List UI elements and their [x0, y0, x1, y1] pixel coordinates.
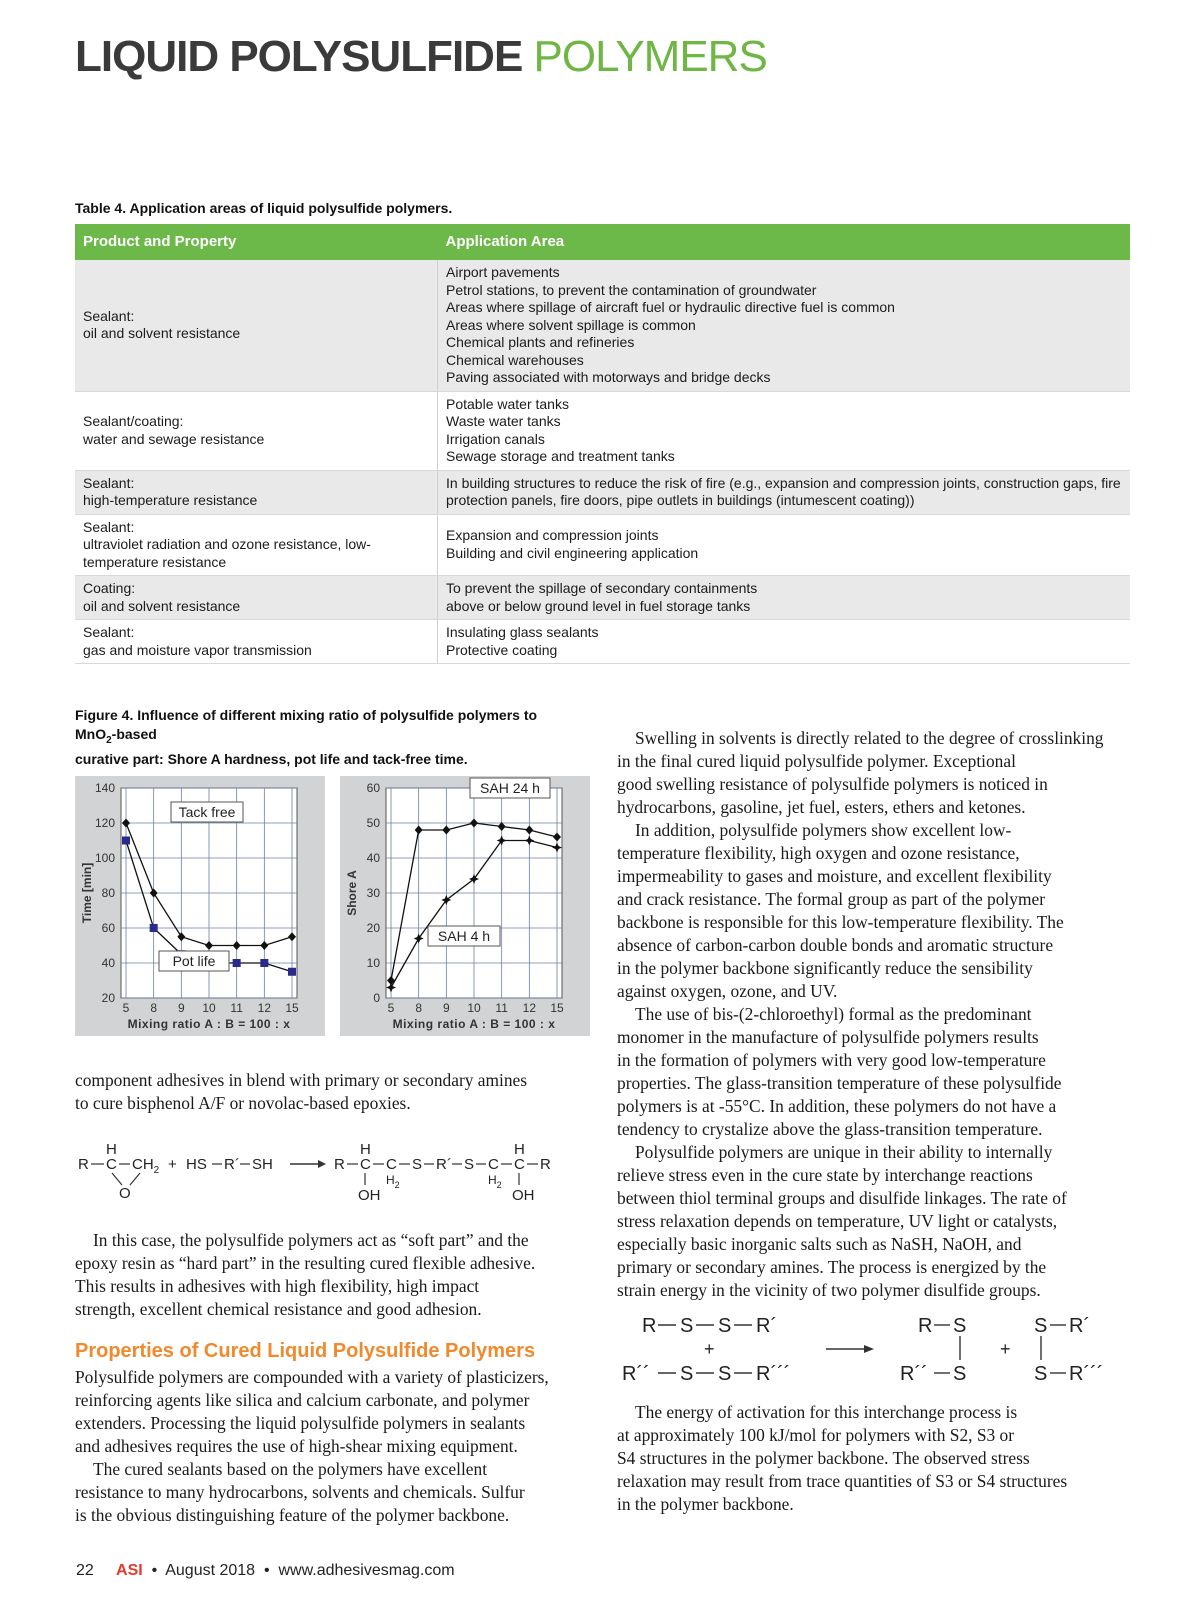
- area-line: Potable water tanks: [446, 395, 569, 412]
- page-footer: [76, 1562, 455, 1580]
- text-line: properties. The glass-transition temperature of these polysulfide: [617, 1073, 1062, 1093]
- area-line: Chemical plants and refineries: [446, 334, 635, 350]
- area-line: Building and civil engineering application: [446, 544, 699, 561]
- product-line: gas and moisture vapor transmission: [83, 641, 312, 658]
- x-tick-label: 12: [522, 1001, 537, 1015]
- footer-bullet-2: •: [263, 1562, 270, 1579]
- y-tick-label: 50: [366, 816, 380, 830]
- text-line: polymers is at -55°C. In addition, these polymers do not have a: [617, 1096, 1057, 1116]
- footer-brand: ASI: [116, 1562, 143, 1579]
- table-cell-product: [75, 260, 438, 391]
- area-line: Irrigation canals: [446, 430, 545, 447]
- text-line: hydrocarbons, gasoline, jet fuel, esters, ethers and ketones.: [617, 797, 1026, 817]
- eq1-C2: C: [360, 1156, 371, 1173]
- data-point-square: [150, 924, 158, 932]
- text-line: tendency to crystalize above the glass-transition temperature.: [617, 1119, 1043, 1139]
- figure-caption-subscript: 2: [106, 734, 112, 746]
- text-line: resistance to many hydrocarbons, solvents and chemicals. Sulfur: [75, 1482, 525, 1502]
- chart-shore: [340, 776, 590, 1036]
- x-tick-label: 8: [150, 1001, 158, 1015]
- text-line: in the formation of polymers with very good low-temperature: [617, 1050, 1046, 1070]
- figure-caption-part3: curative part: Shore A hardness, pot life and tack-free time.: [75, 750, 468, 767]
- header-title-bold: LIQUID POLYSULFIDE: [75, 32, 523, 81]
- eq1-O: O: [119, 1185, 131, 1202]
- text-line: Polysulfide polymers are compounded with a variety of plasticizers,: [75, 1367, 549, 1387]
- text-line: and adhesives requires the use of high-shear mixing equipment.: [75, 1436, 518, 1456]
- eq1-CH2: $CH_2$: [132, 1156, 160, 1176]
- y-tick-label: 20: [366, 921, 380, 935]
- eq2-S-prod-bottom: S: [953, 1363, 967, 1385]
- x-tick-label: 11: [495, 1001, 508, 1015]
- reaction-equation-disulfide: [620, 1308, 1140, 1388]
- footer-website: www.adhesivesmag.com: [278, 1562, 455, 1579]
- table-cell-area: [438, 470, 1131, 514]
- left-para-2: [75, 1229, 595, 1321]
- left-para-4: [75, 1458, 595, 1527]
- eq1-C4: C: [488, 1156, 499, 1173]
- text-line: In this case, the polysulfide polymers act as “soft part” and the: [93, 1230, 529, 1250]
- eq1-Rprime: R´: [224, 1156, 240, 1173]
- footer-date: August 2018: [165, 1562, 256, 1579]
- y-tick-label: 0: [373, 991, 380, 1005]
- text-line: Swelling in solvents is directly related to the degree of crosslinking: [635, 728, 1104, 748]
- text-line: in the polymer backbone.: [617, 1494, 794, 1514]
- series-label-box: [470, 778, 550, 798]
- product-line: temperature resistance: [83, 553, 227, 570]
- area-line: Protective coating: [446, 641, 558, 658]
- series-label-box: [159, 951, 229, 971]
- x-tick-label: 8: [415, 1001, 423, 1015]
- eq2-S-prod-top: S: [953, 1315, 967, 1337]
- text-line: The use of bis-(2-chloroethyl) formal as the predominant: [635, 1004, 1032, 1024]
- series-label: Pot life: [172, 953, 216, 969]
- figure-caption-part2: -based: [111, 726, 157, 742]
- text-line: The energy of activation for this interchange process is: [635, 1402, 1018, 1422]
- eq2-Rpp-bottom: R´´: [622, 1363, 650, 1385]
- table-header-product: Product and Property: [75, 224, 438, 260]
- x-tick-label: 10: [467, 1001, 481, 1015]
- text-line: impermeability to gases and moisture, and excellent flexibility: [617, 866, 1052, 886]
- text-line: epoxy resin as “hard part” in the resulting cured flexible adhesive.: [75, 1253, 536, 1273]
- text-line: primary or secondary amines. The process is energized by the: [617, 1257, 1047, 1277]
- table-row: [75, 260, 1130, 391]
- product-line: water and sewage resistance: [83, 430, 265, 447]
- series-label: Tack free: [178, 804, 236, 820]
- x-tick-label: 10: [202, 1001, 216, 1015]
- area-line: Areas where spillage of aircraft fuel or hydraulic directive fuel is common: [446, 299, 895, 315]
- area-line: Chemical warehouses: [446, 351, 584, 368]
- area-line: Airport pavements: [446, 264, 560, 280]
- text-line: is the obvious distinguishing feature of the polymer backbone.: [75, 1505, 510, 1525]
- product-line: Sealant:: [83, 518, 135, 535]
- area-line: Expansion and compression joints: [446, 527, 659, 544]
- table-caption: Table 4. Application areas of liquid polysulfide polymers.: [75, 200, 453, 216]
- eq2-Rppp-bottom: R´´´: [756, 1363, 791, 1385]
- eq1-H5-top: H: [514, 1141, 525, 1158]
- product-line: Coating:: [83, 580, 136, 596]
- series-label-box: [171, 802, 243, 822]
- reaction-equation-epoxy: [78, 1140, 598, 1210]
- table-cell-product: [75, 391, 438, 470]
- eq1-C5: C: [514, 1156, 525, 1173]
- eq1-S1: S: [412, 1156, 423, 1173]
- page-header: [75, 32, 767, 82]
- right-para-1: [617, 727, 1137, 819]
- text-line: backbone is responsible for this low-temperature flexibility. The: [617, 912, 1064, 932]
- text-line: to cure bisphenol A/F or novolac-based epoxies.: [75, 1093, 411, 1113]
- y-tick-label: 120: [94, 816, 115, 830]
- y-tick-label: 100: [94, 851, 115, 865]
- table-cell-product: [75, 514, 438, 576]
- product-line: ultraviolet radiation and ozone resistance, low-: [83, 536, 371, 552]
- area-line: To prevent the spillage of secondary containments: [446, 580, 758, 596]
- x-tick-label: 5: [122, 1001, 130, 1015]
- text-line: S4 structures in the polymer backbone. The observed stress: [617, 1448, 1030, 1468]
- eq2-Rpp-prod: R´´: [900, 1363, 928, 1385]
- x-tick-label: 15: [285, 1001, 299, 1015]
- eq2-Rppp-prod: R´´´: [1069, 1363, 1104, 1385]
- eq2-S1-top: S: [680, 1315, 694, 1337]
- table-row: [75, 576, 1130, 620]
- text-line: absence of carbon-carbon double bonds and aromatic structure: [617, 935, 1054, 955]
- product-line: Sealant:: [83, 624, 135, 640]
- x-tick-label: 15: [550, 1001, 564, 1015]
- table-header-row: [75, 224, 1130, 260]
- y-tick-label: 80: [101, 886, 115, 900]
- text-line: This results in adhesives with high flexibility, high impact: [75, 1276, 480, 1296]
- table-cell-area: [438, 620, 1131, 664]
- y-tick-label: 60: [366, 781, 380, 795]
- text-line: at approximately 100 kJ/mol for polymers with S2, S3 or: [617, 1425, 1015, 1445]
- right-para-5: [617, 1401, 1137, 1516]
- eq1-C3: C: [386, 1156, 397, 1173]
- chart-time: [75, 776, 325, 1036]
- eq1-plus: +: [168, 1156, 177, 1173]
- header-title-light: POLYMERS: [533, 32, 767, 81]
- table-cell-product: [75, 576, 438, 620]
- eq2-S2-top: S: [718, 1315, 732, 1337]
- text-line: between thiol terminal groups and disulfide linkages. The rate of: [617, 1188, 1067, 1208]
- text-line: Polysulfide polymers are unique in their ability to internally: [635, 1142, 1053, 1162]
- text-line: reinforcing agents like silica and calcium carbonate, and polymer: [75, 1390, 530, 1410]
- eq1-S2: S: [464, 1156, 475, 1173]
- eq1-C1: C: [106, 1156, 117, 1173]
- eq2-S-prod2-bottom: S: [1034, 1363, 1048, 1385]
- x-tick-label: 9: [177, 1001, 185, 1015]
- y-tick-label: 30: [366, 886, 380, 900]
- section-subhead: Properties of Cured Liquid Polysulfide Polymers: [75, 1340, 536, 1362]
- eq1-SH: SH: [252, 1156, 273, 1173]
- eq2-Rprime-top: R´: [756, 1315, 778, 1337]
- y-tick-label: 20: [101, 991, 115, 1005]
- product-line: Sealant:: [83, 474, 135, 491]
- x-tick-label: 12: [257, 1001, 272, 1015]
- right-para-2: [617, 819, 1137, 1003]
- eq2-R-top: R: [642, 1315, 657, 1337]
- text-line: relaxation may result from trace quantities of S3 or S4 structures: [617, 1471, 1068, 1491]
- data-point-square: [260, 959, 268, 967]
- eq2-S2-bottom: S: [718, 1363, 732, 1385]
- series-label-box: [428, 926, 500, 946]
- text-line: In addition, polysulfide polymers show excellent low-: [635, 820, 1012, 840]
- x-axis-label: Mixing ratio A : B = 100 : x: [127, 1017, 291, 1031]
- footer-bullet-1: •: [151, 1562, 158, 1579]
- text-line: in the polymer backbone significantly reduce the sensibility: [617, 958, 1033, 978]
- table-cell-area: [438, 391, 1131, 470]
- area-line: Petrol stations, to prevent the contamination of groundwater: [446, 281, 817, 298]
- figure-caption-part1: Figure 4. Influence of different mixing ratio of polysulfide polymers to MnO: [75, 707, 538, 742]
- series-label: SAH 4 h: [437, 928, 491, 944]
- left-para-1: [75, 1069, 595, 1115]
- data-point-square: [288, 968, 296, 976]
- area-line: above or below ground level in fuel storage tanks: [446, 597, 751, 614]
- product-line: Sealant/coating:: [83, 413, 184, 429]
- eq1-H2a: $H_2$: [386, 1173, 400, 1190]
- data-point-square: [122, 837, 130, 845]
- eq1-H2-top: H: [360, 1141, 371, 1158]
- area-line: Paving associated with motorways and bridge decks: [446, 369, 771, 385]
- eq1-R2: R: [334, 1156, 345, 1173]
- area-line: Waste water tanks: [446, 413, 561, 429]
- x-tick-label: 5: [387, 1001, 395, 1015]
- eq1-OH-right: OH: [512, 1187, 535, 1204]
- x-tick-label: 11: [230, 1001, 243, 1015]
- y-axis-label: Time [min]: [80, 862, 94, 924]
- left-para-3: [75, 1366, 595, 1458]
- text-line: monomer in the manufacture of polysulfide polymers results: [617, 1027, 1039, 1047]
- text-line: The cured sealants based on the polymers have excellent: [93, 1459, 488, 1479]
- table-cell-area: [438, 260, 1131, 391]
- eq2-plus-right: +: [1000, 1339, 1011, 1359]
- text-line: strength, excellent chemical resistance and good adhesion.: [75, 1299, 482, 1319]
- right-para-4: [617, 1141, 1137, 1302]
- text-line: against oxygen, ozone, and UV.: [617, 981, 838, 1001]
- eq1-OH-left: OH: [358, 1187, 381, 1204]
- y-tick-label: 40: [366, 851, 380, 865]
- table-row: [75, 391, 1130, 470]
- table-cell-area: [438, 576, 1131, 620]
- y-tick-label: 10: [366, 956, 380, 970]
- x-axis-label: Mixing ratio A : B = 100 : x: [392, 1017, 556, 1031]
- eq1-Rprime2: R´: [436, 1156, 452, 1173]
- area-line: Sewage storage and treatment tanks: [446, 448, 675, 464]
- application-table: [75, 224, 1130, 664]
- eq2-S-prod2-top: S: [1034, 1315, 1048, 1337]
- table-cell-area: [438, 514, 1131, 576]
- product-line: Sealant:: [83, 307, 135, 324]
- text-line: and crack resistance. The formal group as part of the polymer: [617, 889, 1045, 909]
- eq1-R3: R: [540, 1156, 551, 1173]
- eq2-Rprime-prod: R´: [1069, 1315, 1091, 1337]
- product-line: high-temperature resistance: [83, 492, 258, 508]
- data-point-square: [233, 959, 241, 967]
- area-line: In building structures to reduce the risk of fire (e.g., expansion and compression joints, construction gaps, fire: [446, 474, 1121, 491]
- eq1-R-left: R: [78, 1156, 89, 1173]
- area-line: protection panels, fire doors, pipe outlets in buildings (intumescent coating)): [446, 492, 915, 508]
- eq1-H2b: $H_2$: [488, 1173, 502, 1190]
- table-row: [75, 620, 1130, 664]
- eq2-R-prod: R: [918, 1315, 933, 1337]
- x-tick-label: 9: [442, 1001, 450, 1015]
- eq1-HS: HS: [186, 1156, 207, 1173]
- text-line: especially basic inorganic salts such as NaSH, NaOH, and: [617, 1234, 1022, 1254]
- eq1-H-top: H: [106, 1141, 117, 1158]
- product-line: oil and solvent resistance: [83, 597, 241, 614]
- eq2-plus-left: +: [704, 1339, 715, 1359]
- y-axis-label: Shore A: [345, 870, 359, 916]
- table-row: [75, 514, 1130, 576]
- area-line: Insulating glass sealants: [446, 624, 599, 640]
- y-tick-label: 60: [101, 921, 115, 935]
- text-line: in the final cured liquid polysulfide polymer. Exceptional: [617, 751, 1016, 771]
- figure-caption: [75, 706, 575, 769]
- y-tick-label: 40: [101, 956, 115, 970]
- text-line: relieve stress even in the cure state by interchange reactions: [617, 1165, 1033, 1185]
- text-line: extenders. Processing the liquid polysulfide polymers in sealants: [75, 1413, 526, 1433]
- table-cell-product: [75, 470, 438, 514]
- area-line: Areas where solvent spillage is common: [446, 316, 696, 333]
- text-line: component adhesives in blend with primary or secondary amines: [75, 1070, 528, 1090]
- table-row: [75, 470, 1130, 514]
- series-label: SAH 24 h: [480, 780, 540, 796]
- text-line: strain energy in the vicinity of two polymer disulfide groups.: [617, 1280, 1041, 1300]
- right-para-3: [617, 1003, 1137, 1141]
- text-line: temperature flexibility, high oxygen and ozone resistance,: [617, 843, 1020, 863]
- table-cell-product: [75, 620, 438, 664]
- eq2-S1-bottom: S: [680, 1363, 694, 1385]
- text-line: good swelling resistance of polysulfide polymers is noticed in: [617, 774, 1048, 794]
- y-tick-label: 140: [94, 781, 115, 795]
- product-line: oil and solvent resistance: [83, 325, 241, 342]
- table-header-area: Application Area: [438, 224, 1131, 260]
- text-line: stress relaxation depends on temperature, UV light or catalysts,: [617, 1211, 1058, 1231]
- page-number: 22: [76, 1562, 94, 1579]
